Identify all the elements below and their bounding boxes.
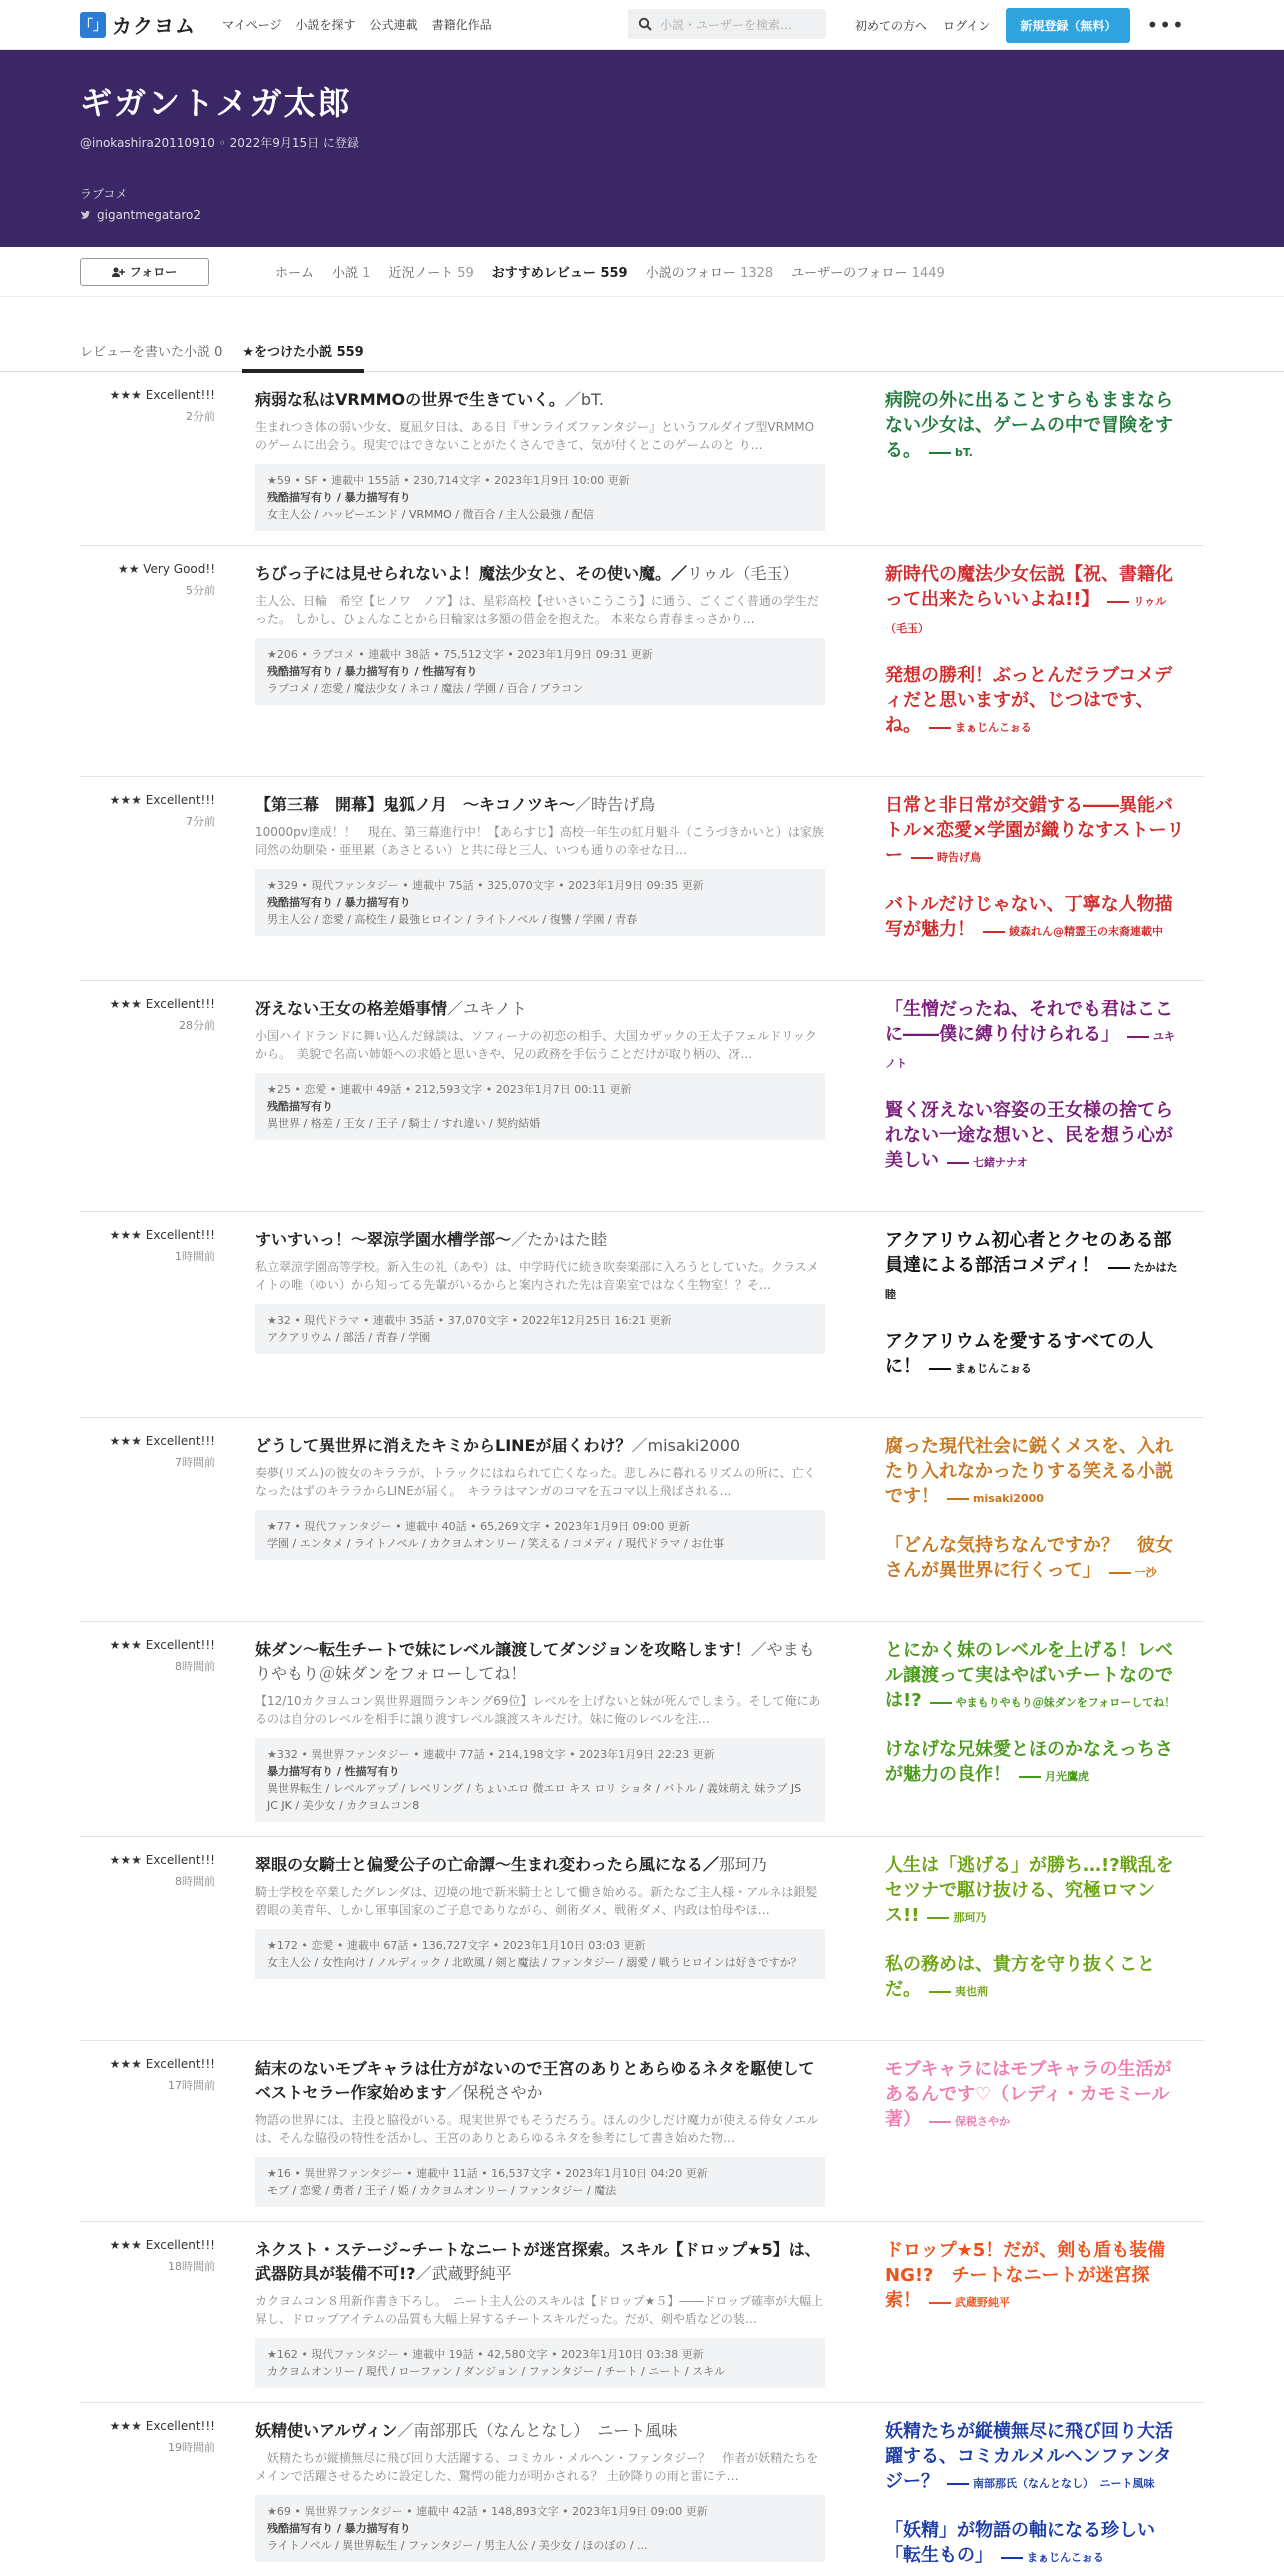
profile-joined: 2022年9月15日 に登録 <box>229 136 359 150</box>
review-author: 七緒ナナオ <box>943 1156 1028 1169</box>
novel-tags[interactable]: 女主人公 / 女性向け / ノルディック / 北欧風 / 剣と魔法 / ファンタジー / 溺愛 / 戦うヒロインは好きですか？ <box>267 1956 802 1969</box>
tab-novel-follows[interactable]: 小説のフォロー 1328 <box>645 266 774 281</box>
novel-tags[interactable]: 男主人公 / 恋愛 / 高校生 / 最強ヒロイン / ライトノベル / 復讐 / 学園 / 青春 <box>267 913 638 926</box>
review-text: 私の務めは、貴方を守り抜くことだ。 <box>885 1954 1155 2000</box>
review-author: 綾森れん@精霊王の末裔連載中 <box>979 925 1163 938</box>
novel-tags[interactable]: 学園 / エンタメ / ライトノベル / カクヨムオンリー / 笑える / コメディ / 現代ドラマ / お仕事 <box>267 1537 725 1550</box>
reviews-column <box>885 1434 1185 1607</box>
novel-author[interactable]: ／南部那氏（なんとなし） ニート風味 <box>397 2421 678 2440</box>
novel-stats: ★69 • 異世界ファンタジー • 連載中 42話 • 148,893文字 • 2023年1月9日 09:00 更新 <box>267 2505 708 2518</box>
novel-stats-box <box>255 2338 825 2388</box>
review-text: 病院の外に出ることすらもままならない少女は、ゲームの中で冒険をする。 <box>885 390 1173 461</box>
novel-stats: ★329 • 現代ファンタジー • 連載中 75話 • 325,070文字 • 2023年1月9日 09:35 更新 <box>267 879 704 892</box>
review-item[interactable] <box>885 663 1185 740</box>
novel-stats: ★77 • 現代ファンタジー • 連載中 40話 • 65,269文字 • 2023年1月9日 09:00 更新 <box>267 1520 690 1533</box>
novel-tags[interactable]: 異世界転生 / レベルアップ / レベリング / ちょいエロ 微エロ キス ロリ ショタ / バトル / 義妹萌え 妹ラブ JS JC JK / 美少女 / カクヨムコン8 <box>267 1782 802 1812</box>
review-text: 日常と非日常が交錯する――異能バトル×恋愛×学園が織りなすストーリー <box>885 795 1185 866</box>
list-item <box>80 981 1204 1212</box>
novel-description: 【12/10カクヨムコン異世界週間ランキング69位】レベルを上げないと妹が死んでしまう。そして俺にあるのは自分のレベルを相手に譲り渡すレベル譲渡スキルだけ。妹に俺のレベルを注… <box>255 1694 821 1726</box>
novel-author[interactable]: リゥル（毛玉） <box>687 564 799 583</box>
review-text: けなげな兄妹愛とほのかなえっちさが魅力の良作！ <box>885 1739 1173 1785</box>
review-item[interactable] <box>885 1533 1185 1585</box>
novel-description: 生まれつき体の弱い少女、夏凪夕日は、ある日『サンライズファンタジー』というフルダイブ型VRMMOのゲームに出会う。現実ではできないことがたくさんできて、気が付くとこのゲームのと り… <box>255 420 815 452</box>
review-item[interactable] <box>885 2238 1185 2315</box>
review-item[interactable] <box>885 2057 1185 2134</box>
review-item[interactable] <box>885 793 1185 870</box>
reviews-column <box>885 1853 1185 2026</box>
novel-stats-box <box>255 464 825 531</box>
novel-stats-box <box>255 1304 825 1354</box>
novel-description: 物語の世界には、主役と脇役がいる。現実世界でもそうだろう。ほんの少しだけ魔力が使える侍女ノエルは、そんな脇役の特性を活かし、王宮のありとあらゆるネタを参考にして書き始めた物… <box>255 2113 819 2145</box>
rating-label: ★★★ Excellent!!! <box>109 997 215 1011</box>
novel-info <box>255 997 825 1197</box>
novel-tags[interactable]: ライトノベル / 異世界転生 / ファンタジー / 男主人公 / 美少女 / ほのぼの / ... <box>267 2539 648 2552</box>
novel-author[interactable]: ／ユキノト <box>447 999 527 1018</box>
novel-info <box>255 2057 825 2207</box>
content-warnings: 暴力描写有り / 性描写有り <box>267 1765 400 1778</box>
novel-title[interactable]: 翠眼の女騎士と偏愛公子の亡命譚〜生まれ変わったら風になる／那珂乃 <box>255 1855 767 1874</box>
rating-label: ★★★ Excellent!!! <box>109 1853 215 1867</box>
review-author: ユキノト <box>885 1030 1175 1070</box>
register-button[interactable]: 新規登録（無料） <box>1006 8 1130 43</box>
novel-info <box>255 1228 825 1403</box>
more-menu-icon[interactable]: ••• <box>1146 13 1185 37</box>
novel-stats-box <box>255 1073 825 1140</box>
twitter-handle: gigantmegataro2 <box>97 208 201 222</box>
starred-novel-list <box>0 372 1284 2568</box>
list-item <box>80 546 1204 777</box>
review-text: 「妖精」が物語の軸になる珍しい「転生もの」 <box>885 2520 1155 2566</box>
follow-label: フォロー <box>129 265 178 279</box>
content-warnings: 残酷描写有り <box>267 1100 333 1113</box>
tab-reviews[interactable]: おすすめレビュー 559 <box>491 266 628 281</box>
review-item[interactable] <box>885 1737 1185 1789</box>
search-icon <box>638 17 652 31</box>
rating-column <box>80 997 215 1197</box>
rating-column <box>80 2057 215 2207</box>
nav-official[interactable]: 公式連載 <box>369 18 418 32</box>
review-item[interactable] <box>885 562 1185 641</box>
review-author: 時告げ鳥 <box>907 851 981 864</box>
rating-column <box>80 2419 215 2568</box>
novel-stats: ★206 • ラブコメ • 連載中 38話 • 75,512文字 • 2023年1月9日 09:31 更新 <box>267 648 653 661</box>
novel-stats: ★162 • 現代ファンタジー • 連載中 19話 • 42,580文字 • 2023年1月10日 03:38 更新 <box>267 2348 704 2361</box>
novel-tags[interactable]: アクアリウム / 部活 / 青春 / 学園 <box>267 1331 431 1344</box>
novel-description: 10000pv達成！！ 現在、第三幕進行中！【あらすじ】高校一年生の紅月魁斗（こうづきかいと）は家族同然の幼馴染・亜里累（あさとるい）と共に母と三人、いつも通りの幸せな日… <box>255 825 824 857</box>
review-author: まぁじんこぉる <box>925 721 1032 734</box>
reviews-column <box>885 2057 1185 2207</box>
reviews-column <box>885 1638 1185 1822</box>
review-text: 賢く冴えない容姿の王女様の捨てられない一途な想いと、民を想う心が美しい <box>885 1100 1173 1171</box>
novel-stats: ★25 • 恋愛 • 連載中 49話 • 212,593文字 • 2023年1月7日 00:11 更新 <box>267 1083 632 1096</box>
review-author: やまもりやもり＠妹ダンをフォローしてね！ <box>926 1696 1176 1709</box>
novel-description: 奏夢(リズム)の彼女のキララが、トラックにはねられて亡くなった。悲しみに暮れるリズムの所に、亡くなったはずのキララからLINEが届く。 キララはマンガのコマを五コマ以上飛ばされる… <box>255 1466 816 1498</box>
list-item <box>80 2041 1204 2222</box>
nav-find-novels[interactable]: 小説を探す <box>295 18 356 32</box>
review-author: まぁじんこぉる <box>925 1362 1032 1375</box>
novel-stats-box <box>255 638 825 705</box>
review-item[interactable] <box>885 1098 1185 1175</box>
add-user-icon <box>112 267 126 277</box>
novel-stats-box <box>255 1929 825 1979</box>
novel-description: 私立翠涼学園高等学校。新入生の礼（あや）は、中学時代に続き吹奏楽部に入ろうとしていた。クラスメイトの唯（ゆい）から知ってる先輩がいるからと案内された先は音楽室ではなく生物室！？そ… <box>255 1260 819 1292</box>
rating-column <box>80 2238 215 2388</box>
tab-home[interactable]: ホーム <box>275 266 315 281</box>
profile-genre: ラブコメ <box>80 187 128 201</box>
login-link[interactable]: ログイン <box>943 18 991 33</box>
twitter-link[interactable] <box>80 208 1204 222</box>
starred-time: 8時間前 <box>175 1660 215 1673</box>
novel-info <box>255 2238 825 2388</box>
search-input[interactable] <box>628 9 826 39</box>
starred-time: 5分前 <box>186 584 215 597</box>
reviews-column <box>885 388 1185 531</box>
starred-time: 28分前 <box>179 1019 215 1032</box>
list-item <box>80 777 1204 981</box>
novel-info <box>255 1638 825 1822</box>
novel-stats-box <box>255 2495 825 2562</box>
novel-title[interactable]: すいすいっ！〜翠涼学園水槽学部〜／たかはた睦 <box>255 1230 608 1249</box>
novel-stats-box <box>255 1510 825 1560</box>
twitter-icon <box>80 210 91 220</box>
tab-novels[interactable]: 小説 1 <box>332 266 371 281</box>
content-warnings: 残酷描写有り / 暴力描写有り <box>267 2522 411 2535</box>
profile-meta: @inokashira20110910 ◦ 2022年9月15日 に登録 <box>80 136 359 150</box>
review-author: リゥル（毛玉） <box>885 595 1167 635</box>
review-author: まぁじんこぉる <box>997 2551 1104 2564</box>
novel-stats: ★16 • 異世界ファンタジー • 連載中 11話 • 16,537文字 • 2023年1月10日 04:20 更新 <box>267 2167 708 2180</box>
novel-author[interactable]: ／misaki2000 <box>631 1436 741 1455</box>
review-author: misaki2000 <box>943 1492 1044 1505</box>
novel-stats-box <box>255 869 825 936</box>
novel-description: 騎士学校を卒業したグレンダは、辺境の地で新米騎士として働き始める。新たなご主人様・アルネは銀髪碧眼の美青年、しかし軍事国家のご子息でありながら、剣術ダメ、戦術ダメ、内政は怕母やほ… <box>255 1885 818 1917</box>
novel-author[interactable]: ／たかはた睦 <box>511 1230 608 1249</box>
novel-stats: ★172 • 恋愛 • 連載中 67話 • 136,727文字 • 2023年1月10日 03:03 更新 <box>267 1939 646 1952</box>
review-author: 南部那氏（なんとなし） ニート風味 <box>943 2477 1155 2490</box>
novel-title[interactable]: 妖精使いアルヴィン／南部那氏（なんとなし） ニート風味 <box>255 2421 678 2440</box>
novel-info <box>255 1434 825 1607</box>
review-item[interactable] <box>885 1952 1185 2004</box>
nav-books[interactable]: 書籍化作品 <box>431 18 492 32</box>
review-text: 妖精たちが縦横無尽に飛び回り大活躍する、コミカルメルヘンファンタジー？ <box>885 2421 1173 2492</box>
reviews-column <box>885 2419 1185 2568</box>
novel-author[interactable]: ／武蔵野純平 <box>415 2264 512 2283</box>
novel-title[interactable]: ネクスト・ステージ~チートなニートが迷宮探索。スキル【ドロップ★5】は、武器防具が装備不可!?／武蔵野純平 <box>255 2240 821 2283</box>
novel-info <box>255 388 825 531</box>
review-text: 人生は「逃げる」が勝ち…!?戦乱をセツナで駆け抜ける、究極ロマンス!! <box>885 1855 1174 1926</box>
review-item[interactable] <box>885 1329 1185 1381</box>
follow-button[interactable] <box>80 258 209 286</box>
review-author: 夷也荊 <box>925 1985 988 1998</box>
novel-info <box>255 562 825 762</box>
novel-info <box>255 2419 825 2568</box>
novel-stats: ★332 • 異世界ファンタジー • 連載中 77話 • 214,198文字 • 2023年1月9日 22:23 更新 <box>267 1748 715 1761</box>
novel-stats: ★59 • SF • 連載中 155話 • 230,714文字 • 2023年1月9日 10:00 更新 <box>267 474 630 487</box>
rating-label: ★★★ Excellent!!! <box>109 2419 215 2433</box>
review-text: 腐った現代社会に鋭くメスを、入れたり入れなかったりする笑える小説です！ <box>885 1436 1173 1507</box>
novel-author[interactable]: ／時告げ鳥 <box>575 795 656 814</box>
review-item[interactable] <box>885 1853 1185 1930</box>
reviews-column <box>885 793 1185 966</box>
novel-tags[interactable]: モブ / 恋愛 / 勇者 / 王子 / 姫 / カクヨムオンリー / ファンタジー / 魔法 <box>267 2184 617 2197</box>
logo-text: カクヨム <box>112 14 196 38</box>
global-nav <box>222 16 492 33</box>
rating-column <box>80 388 215 531</box>
novel-description: 主人公、日輪 希空【ヒノワ ノア】は、星彩高校【せいさいこうこう】に通う、ごくごく普通の学生だった。 しかし、ひょんなことから日輪家は多額の借金を抱えた。 本来なら青春まっさかり… <box>255 594 819 626</box>
profile-hero <box>0 50 1284 247</box>
sub-tabs <box>0 337 1284 372</box>
review-author: 那珂乃 <box>923 1911 986 1924</box>
starred-time: 7時間前 <box>175 1456 215 1469</box>
profile-name: ギガントメガ太郎 <box>80 84 352 122</box>
novel-tags[interactable]: 異世界 / 格差 / 王女 / 王子 / 騎士 / すれ違い / 契約結婚 <box>267 1117 541 1130</box>
profile-user-id: @inokashira20110910 <box>80 136 215 150</box>
novel-tags[interactable]: ラブコメ / 恋愛 / 魔法少女 / ネコ / 魔法 / 学園 / 百合 / ブラコン <box>267 682 584 695</box>
subtab-written-reviews[interactable]: レビューを書いた小説 0 <box>80 345 223 360</box>
novel-description: 小国ハイドランドに舞い込んだ縁談は、ソフィーナの初恋の相手、大国カザックの王太子フェルドリックから。 美貌で名高い姉姫への求婚と思いきや、兄の政務を手伝うことだけが取り柄の、冴… <box>255 1029 817 1061</box>
content-warnings: 残酷描写有り / 暴力描写有り / 性描写有り <box>267 665 478 678</box>
review-item[interactable] <box>885 388 1185 465</box>
list-item <box>80 1622 1204 1837</box>
novel-title[interactable]: 病弱な私はVRMMOの世界で生きていく。／bT. <box>255 390 604 409</box>
review-text: アクアリウムを愛するすべての人に！ <box>885 1331 1154 1377</box>
logo-mark: 「」 <box>80 12 106 38</box>
rating-label: ★★★ Excellent!!! <box>109 2057 215 2071</box>
rating-column <box>80 1853 215 2026</box>
rating-column <box>80 1434 215 1607</box>
rating-label: ★★★ Excellent!!! <box>109 1228 215 1242</box>
novel-info <box>255 1853 825 2026</box>
novel-description: カクヨムコン８用新作書き下ろし。 ニート主人公のスキルは【ドロップ★５】――ドロップ確率が大幅上昇し、ドロップアイテムの品質も大幅上昇するチートスキルだった。だが、剣や盾などの装… <box>255 2294 824 2326</box>
rating-label: ★★ Very Good!! <box>117 562 215 576</box>
tab-user-follows[interactable]: ユーザーのフォロー 1449 <box>791 266 945 281</box>
review-text: 新時代の魔法少女伝説【祝、書籍化って出来たらいいよね!!】 <box>885 564 1173 610</box>
starred-time: 17時間前 <box>168 2079 215 2092</box>
reviews-column <box>885 562 1185 762</box>
novel-author[interactable]: ／やまもりやもり＠妹ダンをフォローしてね！ <box>255 1640 815 1683</box>
rating-column <box>80 1228 215 1403</box>
list-item <box>80 1212 1204 1418</box>
novel-title[interactable]: ちびっ子には見せられないよ！魔法少女と、その使い魔。／リゥル（毛玉） <box>255 564 799 583</box>
review-item[interactable] <box>885 1228 1185 1307</box>
rating-column <box>80 1638 215 1822</box>
novel-title[interactable]: 結末のないモブキャラは仕方がないので王宮のありとあらゆるネタを駆使してベストセラー作家始めます／保税さやか <box>255 2059 815 2102</box>
review-text: ドロップ★5！だが、剣も盾も装備NG!? チートなニートが迷宮探索！ <box>885 2240 1166 2311</box>
subtab-starred-novels[interactable]: ★をつけた小説 559 <box>242 337 363 373</box>
reviews-column <box>885 1228 1185 1403</box>
novel-author[interactable]: 那珂乃 <box>718 1855 767 1874</box>
list-item <box>80 1418 1204 1622</box>
novel-description: 妖精たちが縦横無尽に飛び回り大活躍する、コミカル・メルヘン・ファンタジー？ 作者が妖精たちをメインで活躍させるために設定した、驚愕の能力が明かされる？ 土砂降りの雨と雷にテ… <box>255 2451 819 2483</box>
review-text: 「どんな気持ちなんですか？ 彼女さんが異世界に行くって」 <box>885 1535 1173 1581</box>
review-author: 一沙 <box>1105 1566 1157 1579</box>
reviews-column <box>885 2238 1185 2388</box>
novel-title[interactable]: 【第三幕 開幕】鬼狐ノ月 ～キコノツキ～／時告げ鳥 <box>255 795 656 814</box>
review-text: モブキャラにはモブキャラの生活があるんです♡（レディ・カモミール著） <box>885 2059 1172 2130</box>
novel-title[interactable]: 妹ダン〜転生チートで妹にレベル譲渡してダンジョンを攻略します！／やまもりやもり＠妹ダンをフォローしてね！ <box>255 1640 815 1683</box>
starred-time: 8時間前 <box>175 1875 215 1888</box>
rating-label: ★★★ Excellent!!! <box>109 793 215 807</box>
review-item[interactable] <box>885 997 1185 1076</box>
novel-tags[interactable]: カクヨムオンリー / 現代 / ローファン / ダンジョン / ファンタジー / チート / ニート / スキル <box>267 2365 725 2378</box>
rating-column <box>80 793 215 966</box>
review-item[interactable] <box>885 1434 1185 1511</box>
profile-tabs-bar <box>0 247 1284 297</box>
novel-stats: ★32 • 現代ドラマ • 連載中 35話 • 37,070文字 • 2022年12月25日 16:21 更新 <box>267 1314 672 1327</box>
novel-title[interactable]: どうして異世界に消えたキミからLINEが届くわけ？／misaki2000 <box>255 1436 741 1455</box>
rating-label: ★★★ Excellent!!! <box>109 2238 215 2252</box>
novel-info <box>255 793 825 966</box>
starred-time: 19時間前 <box>168 2441 215 2454</box>
starred-time: 7分前 <box>186 815 215 828</box>
review-item[interactable] <box>885 892 1185 944</box>
tab-notes[interactable]: 近況ノート 59 <box>388 266 474 281</box>
review-author: 月光鷹虎 <box>1015 1770 1089 1783</box>
novel-author[interactable]: ／保税さやか <box>446 2083 543 2102</box>
site-logo[interactable] <box>80 10 196 39</box>
review-author: 保税さやか <box>925 2115 1010 2128</box>
rating-label: ★★★ Excellent!!! <box>109 1638 215 1652</box>
first-time-link[interactable]: 初めての方へ <box>855 18 928 33</box>
novel-author[interactable]: ／bT. <box>564 390 604 409</box>
novel-title[interactable]: 冴えない王女の格差婚事情／ユキノト <box>255 999 527 1018</box>
review-author: 武蔵野純平 <box>925 2296 1010 2309</box>
rating-column <box>80 562 215 762</box>
review-author: bT. <box>925 446 973 459</box>
nav-mypage[interactable]: マイページ <box>222 18 282 32</box>
list-item <box>80 2222 1204 2403</box>
review-item[interactable] <box>885 1638 1185 1715</box>
content-warnings: 残酷描写有り / 暴力描写有り <box>267 491 411 504</box>
content-warnings: 残酷描写有り / 暴力描写有り <box>267 896 411 909</box>
top-header <box>0 0 1284 50</box>
review-text: 「生憎だったね、それでも君はここに――僕に縛り付けられる」 <box>885 999 1173 1045</box>
reviews-column <box>885 997 1185 1197</box>
review-text: とにかく妹のレベルを上げる！レベル譲渡って実はやばいチートなのでは!? <box>885 1640 1173 1711</box>
review-author: たかはた睦 <box>885 1261 1178 1301</box>
starred-time: 2分前 <box>186 410 215 423</box>
review-item[interactable] <box>885 2518 1185 2568</box>
review-text: アクアリウム初心者とクセのある部員達による部活コメディ！ <box>885 1230 1172 1276</box>
novel-stats-box <box>255 1738 825 1822</box>
list-item <box>80 1837 1204 2041</box>
starred-time: 1時間前 <box>175 1250 215 1263</box>
search-placeholder: 小説・ユーザーを検索… <box>660 17 793 32</box>
review-text: 発想の勝利！ぶっとんだラブコメディだと思いますが、じつはです、ね。 <box>885 665 1173 736</box>
novel-tags[interactable]: 女主人公 / ハッピーエンド / VRMMO / 微百合 / 主人公最強 / 配信 <box>267 508 594 521</box>
review-text: バトルだけじゃない、丁寧な人物描写が魅力！ <box>885 894 1173 940</box>
rating-label: ★★★ Excellent!!! <box>109 1434 215 1448</box>
list-item <box>80 372 1204 546</box>
review-item[interactable] <box>885 2419 1185 2496</box>
profile-tabs <box>275 262 945 281</box>
list-item <box>80 2403 1204 2568</box>
novel-stats-box <box>255 2157 825 2207</box>
starred-time: 18時間前 <box>168 2260 215 2273</box>
rating-label: ★★★ Excellent!!! <box>109 388 215 402</box>
